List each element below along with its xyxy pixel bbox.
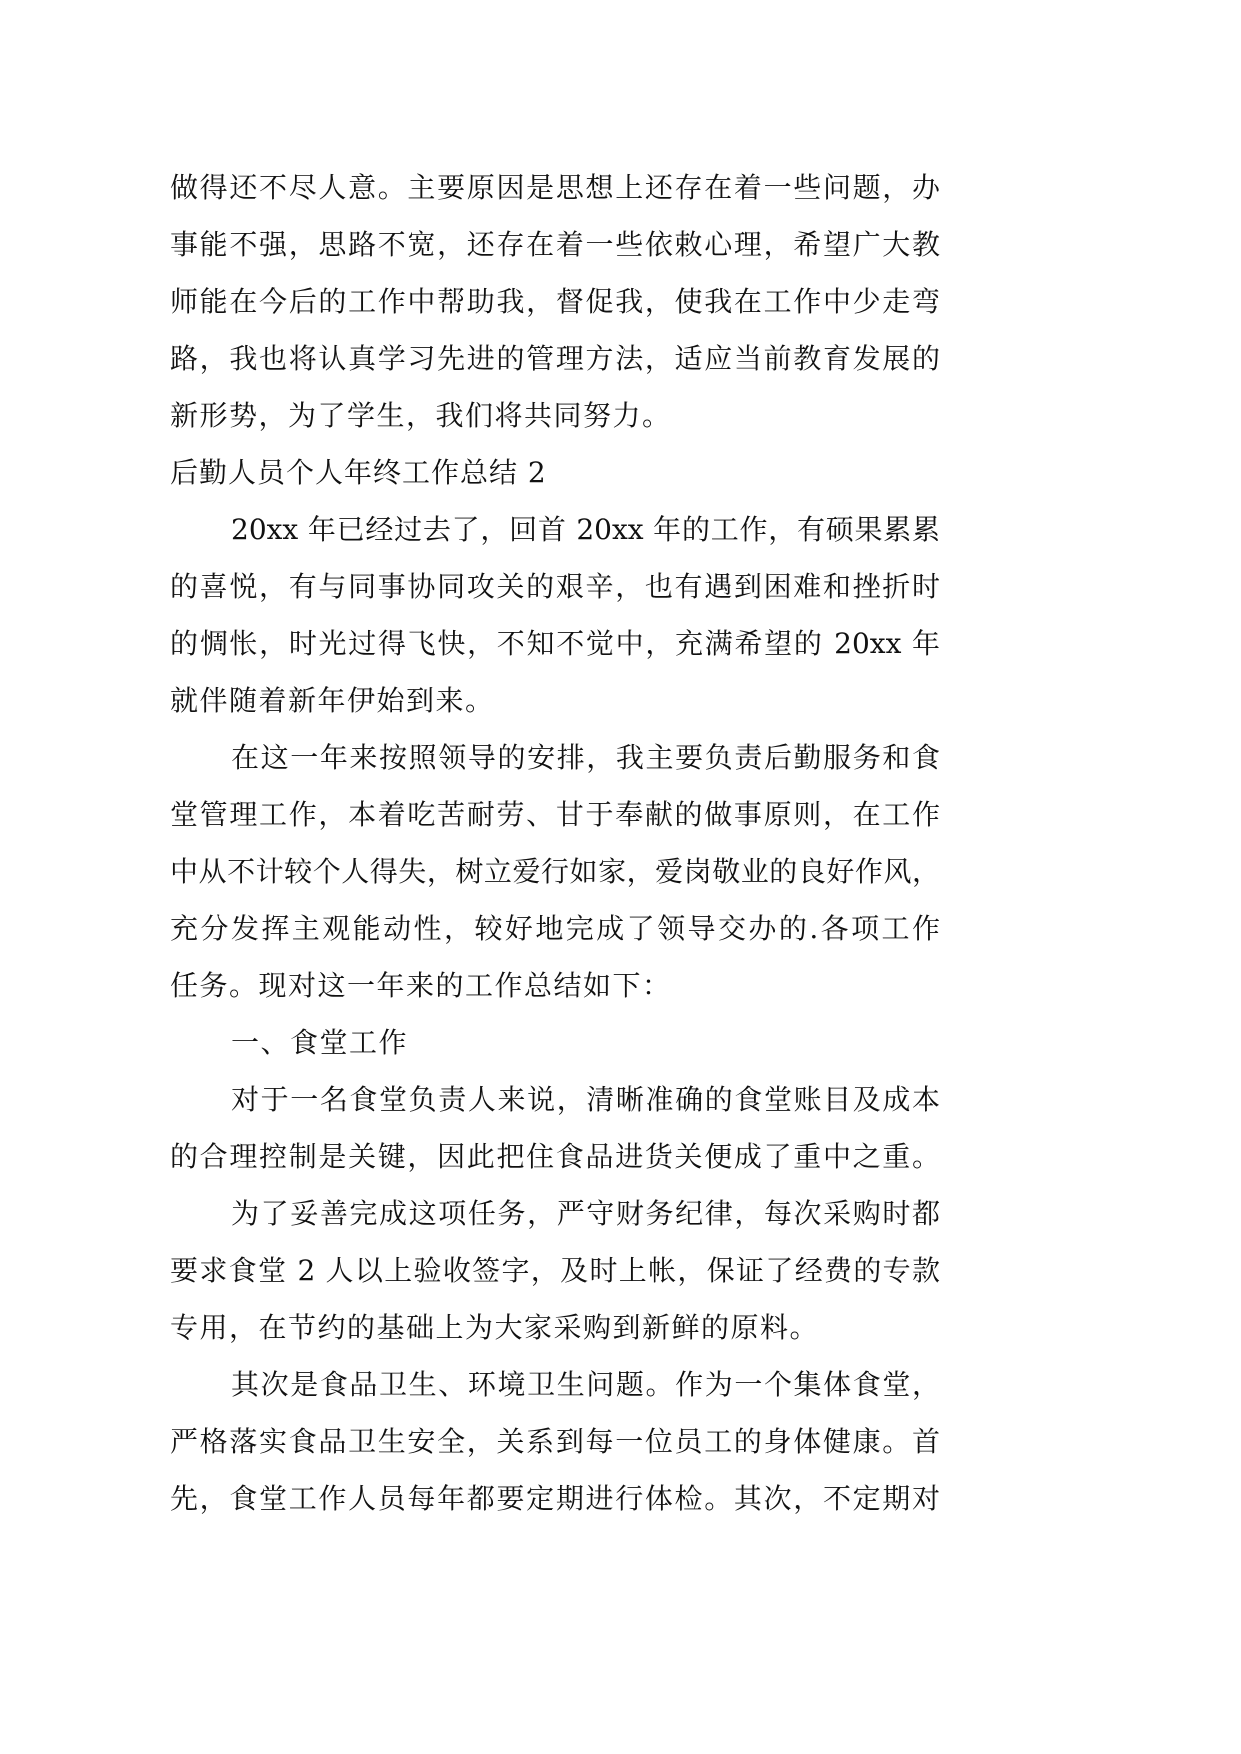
text-line: 的合理控制是关键，因此把住食品进货关便成了重中之重。	[170, 1140, 940, 1173]
document-title: 后勤人员个人年终工作总结 2	[170, 456, 547, 489]
paragraph-continuation	[170, 159, 940, 444]
text-line: 就伴随着新年伊始到来。	[170, 684, 495, 717]
text-line: 其次是食品卫生、环境卫生问题。作为一个集体食堂，	[231, 1368, 940, 1401]
paragraph	[170, 501, 940, 729]
paragraph	[170, 1356, 940, 1527]
text-line: 师能在今后的工作中帮助我，督促我，使我在工作中少走弯	[170, 285, 940, 318]
text-line: 任务。现对这一年来的工作总结如下：	[170, 969, 672, 1002]
text-line: 在这一年来按照领导的安排，我主要负责后勤服务和食	[231, 741, 940, 774]
text-line: 要求食堂 2 人以上验收签字，及时上帐，保证了经费的专款	[170, 1254, 940, 1287]
text-line: 新形势，为了学生，我们将共同努力。	[170, 399, 672, 432]
text-line: 的喜悦，有与同事协同攻关的艰辛，也有遇到困难和挫折时	[170, 570, 940, 603]
text-line: 中从不计较个人得失，树立爱行如家，爱岗敬业的良好作风，	[170, 855, 940, 888]
text-line: 专用，在节约的基础上为大家采购到新鲜的原料。	[170, 1311, 820, 1344]
text-line: 20xx 年已经过去了，回首 20xx 年的工作，有硕果累累	[231, 513, 940, 546]
text-line: 一、食堂工作	[231, 1026, 409, 1059]
text-line: 严格落实食品卫生安全，关系到每一位员工的身体健康。首	[170, 1425, 940, 1458]
text-line: 路，我也将认真学习先进的管理方法，适应当前教育发展的	[170, 342, 940, 375]
paragraph	[170, 1071, 940, 1185]
subsection-heading	[170, 1014, 940, 1071]
paragraph	[170, 1185, 940, 1356]
text-line: 堂管理工作，本着吃苦耐劳、甘于奉献的做事原则，在工作	[170, 798, 940, 831]
text-line: 事能不强，思路不宽，还存在着一些依敕心理，希望广大教	[170, 228, 940, 261]
document-body	[170, 159, 940, 1527]
text-line: 为了妥善完成这项任务，严守财务纪律，每次采购时都	[231, 1197, 940, 1230]
text-line: 的惆怅，时光过得飞快，不知不觉中，充满希望的 20xx 年	[170, 627, 940, 660]
text-line: 对于一名食堂负责人来说，清晰准确的食堂账目及成本	[231, 1083, 940, 1116]
paragraph	[170, 729, 940, 1014]
text-line: 做得还不尽人意。主要原因是思想上还存在着一些问题，办	[170, 171, 940, 204]
text-line: 先，食堂工作人员每年都要定期进行体检。其次，不定期对	[170, 1482, 940, 1515]
text-line: 充分发挥主观能动性，较好地完成了领导交办的.各项工作	[170, 912, 940, 945]
